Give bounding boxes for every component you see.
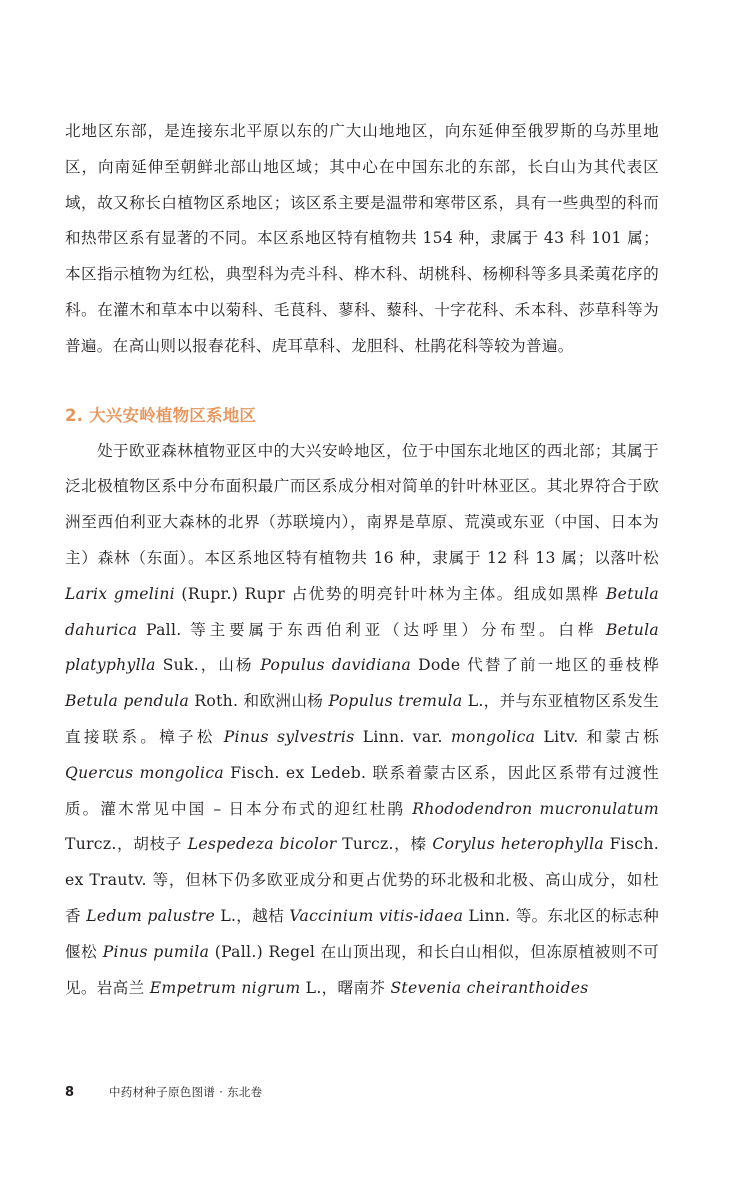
latin-binomial: Larix gmelini	[65, 584, 175, 603]
text-segment: Turcz.，榛	[336, 835, 433, 854]
paragraph-continued: 北地区东部，是连接东北平原以东的广大山地地区，向东延伸至俄罗斯的乌苏里地区，向南延伸至朝鲜北部山地区域；其中心在中国东北的东部，长白山为其代表区域，故又称长白植物区系地区；该区系主要是温带和寒带区系，具有一些典型的科而和热带区系有显著的不同。本区系地区特有植物共 154 种，隶属于 43 科 101 属；本区指示植物为红松，典型科为壳斗科、桦木科、胡桃科、杨柳科等多具柔荑花序的科。在灌木和草本中以菊科、毛茛科、蓼科、藜科、十字花科、禾本科、莎草科等为普遍。在高山则以报春花科、虎耳草科、龙胆科、杜鹃花科等较为普遍。	[65, 122, 659, 355]
latin-binomial: Betula pendula	[65, 692, 190, 711]
text-segment: 处于欧亚森林植物亚区中的大兴安岭地区，位于中国东北地区的西北部；其属于泛北极植物区系中分布面积最广而区系成分相对简单的针叶林亚区。其北界符合于欧洲至西伯利亚大森林的北界（苏联境内），南界是草原、荒漠或东亚（中国、日本为主）森林（东面）。本区系地区特有植物共 16 种，隶属于 12 科 13 属；以落叶松	[65, 441, 659, 567]
latin-binomial: Rhododendron mucronulatum	[412, 799, 659, 818]
latin-binomial: Pinus sylvestris	[223, 727, 355, 746]
text-segment: Roth. 和欧洲山杨	[189, 692, 329, 711]
text-segment: (Rupr.) Rupr 占优势的明亮针叶林为主体。组成如黑桦	[174, 584, 606, 603]
text-segment: Pall. 等主要属于东西伯利亚（达呼里）分布型。白桦	[137, 620, 606, 639]
latin-binomial: Ledum palustre	[86, 906, 216, 925]
text-segment: L.，并与东亚植物区系发生直接联系。樟子松	[65, 692, 659, 746]
latin-binomial: Populus davidiana	[260, 656, 412, 675]
text-segment: L.，越桔	[215, 906, 290, 925]
latin-binomial: Stevenia cheiranthoides	[390, 978, 589, 997]
latin-binomial: mongolica	[450, 727, 536, 746]
text-segment: (Pall.) Regel 在山顶出现，和长白山相似，但冻原植被则不可见。岩高兰	[65, 942, 660, 997]
latin-binomial: Empetrum nigrum	[149, 978, 301, 997]
paragraph-daxinganling	[65, 434, 659, 1007]
text-segment: L.，曙南芥	[300, 978, 391, 997]
page-number: 8	[65, 1084, 75, 1100]
text-segment: Suk.，山杨	[155, 656, 261, 675]
latin-binomial: Quercus mongolica	[65, 763, 224, 782]
text-segment: Linn. 等。东北区的标志种偃松	[65, 906, 659, 961]
running-title: 中药材种子原色图谱 · 东北卷	[109, 1085, 263, 1099]
text-segment: Litv. 和蒙古栎	[535, 727, 659, 746]
text-segment: Fisch. ex Ledeb. 联系着蒙古区系，因此区系带有过渡性质。灌木常见中国 – 日本分布式的迎红杜鹃	[65, 763, 659, 818]
page-footer	[65, 1082, 262, 1102]
latin-binomial: Populus tremula	[328, 692, 463, 711]
latin-binomial: Corylus heterophylla	[432, 835, 605, 854]
text-segment: Turcz.，胡枝子	[65, 835, 188, 854]
latin-binomial: Betula platyphylla	[65, 620, 659, 675]
text-segment: Fisch. ex Trautv. 等，但林下仍多欧亚成分和更占优势的环北极和北极、高山成分，如杜香	[65, 835, 659, 925]
section-heading: 2. 大兴安岭植物区系地区	[65, 405, 257, 425]
latin-binomial: Betula dahurica	[65, 584, 659, 639]
latin-binomial: Lespedeza bicolor	[187, 835, 337, 854]
page-body	[65, 114, 659, 1006]
latin-binomial: Pinus pumila	[102, 942, 210, 961]
latin-binomial: Vaccinium vitis-idaea	[289, 906, 464, 925]
text-segment: Linn. var.	[354, 727, 451, 746]
text-segment: Dode 代替了前一地区的垂枝桦	[411, 656, 659, 675]
